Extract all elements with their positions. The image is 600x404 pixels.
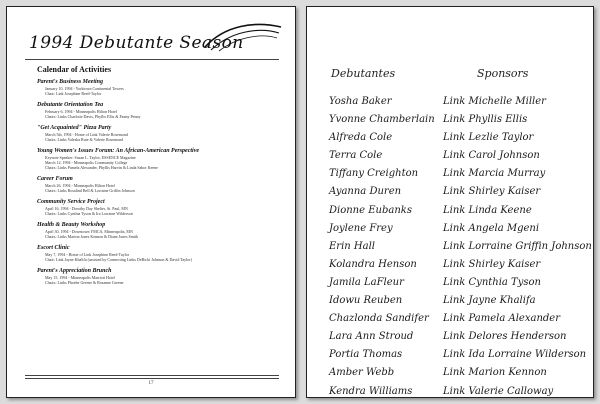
sponsor-name: Link Carol Johnson — [443, 150, 540, 162]
event-title: "Get Acquainted" Pizza Party — [37, 125, 112, 131]
roster-page — [306, 6, 594, 398]
page-title: 1994 Debutante Season — [29, 33, 244, 53]
title-divider — [25, 59, 279, 60]
debutante-name: Yosha Baker — [329, 96, 392, 107]
page-number: 17 — [148, 381, 154, 386]
event-detail: May 15, 1994 - Minneapolis Marriott Hotel — [45, 275, 115, 280]
sponsor-name: Link Pamela Alexander — [443, 313, 560, 325]
event-detail: March 26, 1994 - Minneapolis Hilton Hotel — [45, 183, 115, 188]
roster-row — [307, 367, 593, 385]
debutante-name: Tiffany Creighton — [329, 168, 419, 180]
event-detail: Keynote Speaker: Susan L. Taylor, ESSENCE Magazine — [45, 155, 136, 160]
sponsor-name: Link Marion Kennon — [443, 367, 547, 379]
event-detail: May 7, 1994 - Home of Link Josephine Reed-Taylor — [45, 252, 130, 257]
event-detail: April 30, 1994 - Downtown YMCA, Minneapolis, MN — [45, 229, 133, 234]
sponsor-name: Link Marcia Murray — [443, 168, 546, 180]
debutante-name: Kendra Williams — [329, 385, 413, 397]
event-detail: Chairs: Links Pamela Alexander, Phyllis Harvin & Linda Sabor Keene — [45, 165, 158, 170]
sponsors-header: Sponsors — [477, 67, 529, 80]
event-detail: April 16, 1994 - Dorothy Day Shelter, St. Paul, MN — [45, 206, 128, 211]
roster-row — [307, 150, 593, 168]
debutantes-header: Debutantes — [331, 67, 396, 80]
sponsor-name: Link Ida Lorraine Wilderson — [443, 349, 587, 361]
debutante-name: Jamila LaFleur — [329, 276, 404, 288]
event-item — [37, 147, 277, 170]
event-detail: Chairs: Links Cynthia Tyson & Ira Lorraine Wilderson — [45, 211, 133, 216]
sponsor-name: Link Angela Mgeni — [443, 222, 540, 234]
event-detail: Chair: Link Josephine Reed-Taylor — [45, 91, 102, 96]
sponsor-name: Link Linda Keene — [443, 204, 532, 216]
debutante-name: Yvonne Chamberlain — [329, 114, 435, 126]
debutante-name: Erin Hall — [329, 240, 375, 252]
event-detail: January 10, 1994 - Yorktown Continental Towers — [45, 86, 124, 91]
footer-divider — [25, 375, 279, 376]
event-detail: Chairs: Links Marion Jones Kennon & Diane Jones Smith — [45, 234, 139, 239]
roster-row — [307, 168, 593, 186]
event-item — [37, 244, 277, 262]
event-list — [37, 78, 277, 290]
roster-row — [307, 295, 593, 313]
event-title: Young Women's Issues Forum: An African-American Perspective — [37, 148, 200, 154]
event-item — [37, 221, 277, 239]
roster-row — [307, 313, 593, 331]
event-title: Community Service Project — [37, 199, 105, 205]
debutante-name: Kolandra Henson — [329, 258, 417, 270]
debutante-name: Alfreda Cole — [329, 132, 393, 144]
debutante-name: Chazlonda Sandifer — [329, 313, 429, 325]
roster-row — [307, 241, 593, 259]
roster-row — [307, 331, 593, 349]
sponsor-name: Link Shirley Kaiser — [443, 186, 541, 198]
event-detail: February 6, 1994 - Minneapolis Hilton Hotel — [45, 109, 117, 114]
roster-row — [307, 386, 593, 404]
sponsor-name: Link Michelle Miller — [443, 96, 546, 107]
sponsor-name: Link Jayne Khalifa — [443, 295, 536, 307]
roster-row — [307, 277, 593, 295]
sponsor-name: Link Shirley Kaiser — [443, 258, 541, 270]
event-item — [37, 101, 277, 119]
calendar-page — [6, 6, 296, 398]
calendar-heading: Calendar of Activities — [37, 65, 112, 74]
sponsor-name: Link Phyllis Ellis — [443, 114, 528, 126]
sponsor-name: Link Cynthia Tyson — [443, 276, 541, 288]
debutante-name: Amber Webb — [329, 367, 395, 379]
event-item — [37, 175, 277, 193]
event-item — [37, 124, 277, 142]
debutante-name: Ayanna Duren — [329, 186, 402, 198]
footer-divider — [25, 378, 279, 379]
roster-list — [307, 96, 593, 404]
sponsor-name: Link Lezlie Taylor — [443, 132, 534, 144]
event-detail: Chairs: Links Charlotte Davis, Phyllis Ellis & Fanny Penny — [45, 114, 141, 119]
sponsor-name: Link Valerie Calloway — [443, 385, 554, 397]
debutante-name: Portia Thomas — [329, 349, 403, 361]
event-title: Escort Clinic — [37, 245, 70, 251]
event-detail: March 5th, 1994 - Home of Link Valerie Rosemond — [45, 132, 128, 137]
event-item — [37, 198, 277, 216]
debutante-name: Dionne Eubanks — [329, 204, 412, 216]
sponsor-name: Link Delores Henderson — [443, 331, 567, 343]
event-detail: Chair: Link Jayne Khalifa (assisted by Connecting Links DeRicki Johnson & David Taylor) — [45, 257, 192, 262]
debutante-name: Idowu Reuben — [329, 295, 403, 307]
sponsor-name: Link Lorraine Griffin Johnson — [443, 240, 592, 252]
roster-row — [307, 223, 593, 241]
roster-row — [307, 205, 593, 223]
roster-row — [307, 132, 593, 150]
event-title: Parent's Appreciation Brunch — [37, 268, 112, 274]
event-detail: Chairs: Links Valeska Ruie & Valerie Rosemond — [45, 137, 124, 142]
debutante-name: Terra Cole — [329, 150, 383, 162]
roster-row — [307, 349, 593, 367]
debutante-name: Lara Ann Stroud — [329, 331, 414, 343]
roster-row — [307, 96, 593, 114]
event-item — [37, 267, 277, 285]
roster-row — [307, 186, 593, 204]
roster-row — [307, 114, 593, 132]
event-detail: Chairs: Links Phoebe Greene & Rosanne Greene — [45, 280, 124, 285]
event-title: Health & Beauty Workshop — [37, 222, 106, 228]
roster-row — [307, 259, 593, 277]
event-detail: March 12, 1994 - Minneapolis Community College — [45, 160, 128, 165]
event-title: Parent's Business Meeting — [37, 79, 104, 85]
event-title: Career Forum — [37, 176, 73, 182]
debutante-name: Joylene Frey — [329, 222, 393, 234]
event-title: Debutante Orientation Tea — [37, 102, 104, 108]
event-detail: Chairs: Links Rosalind Bell & Lorraine Griffin Johnson — [45, 188, 135, 193]
event-item — [37, 78, 277, 96]
